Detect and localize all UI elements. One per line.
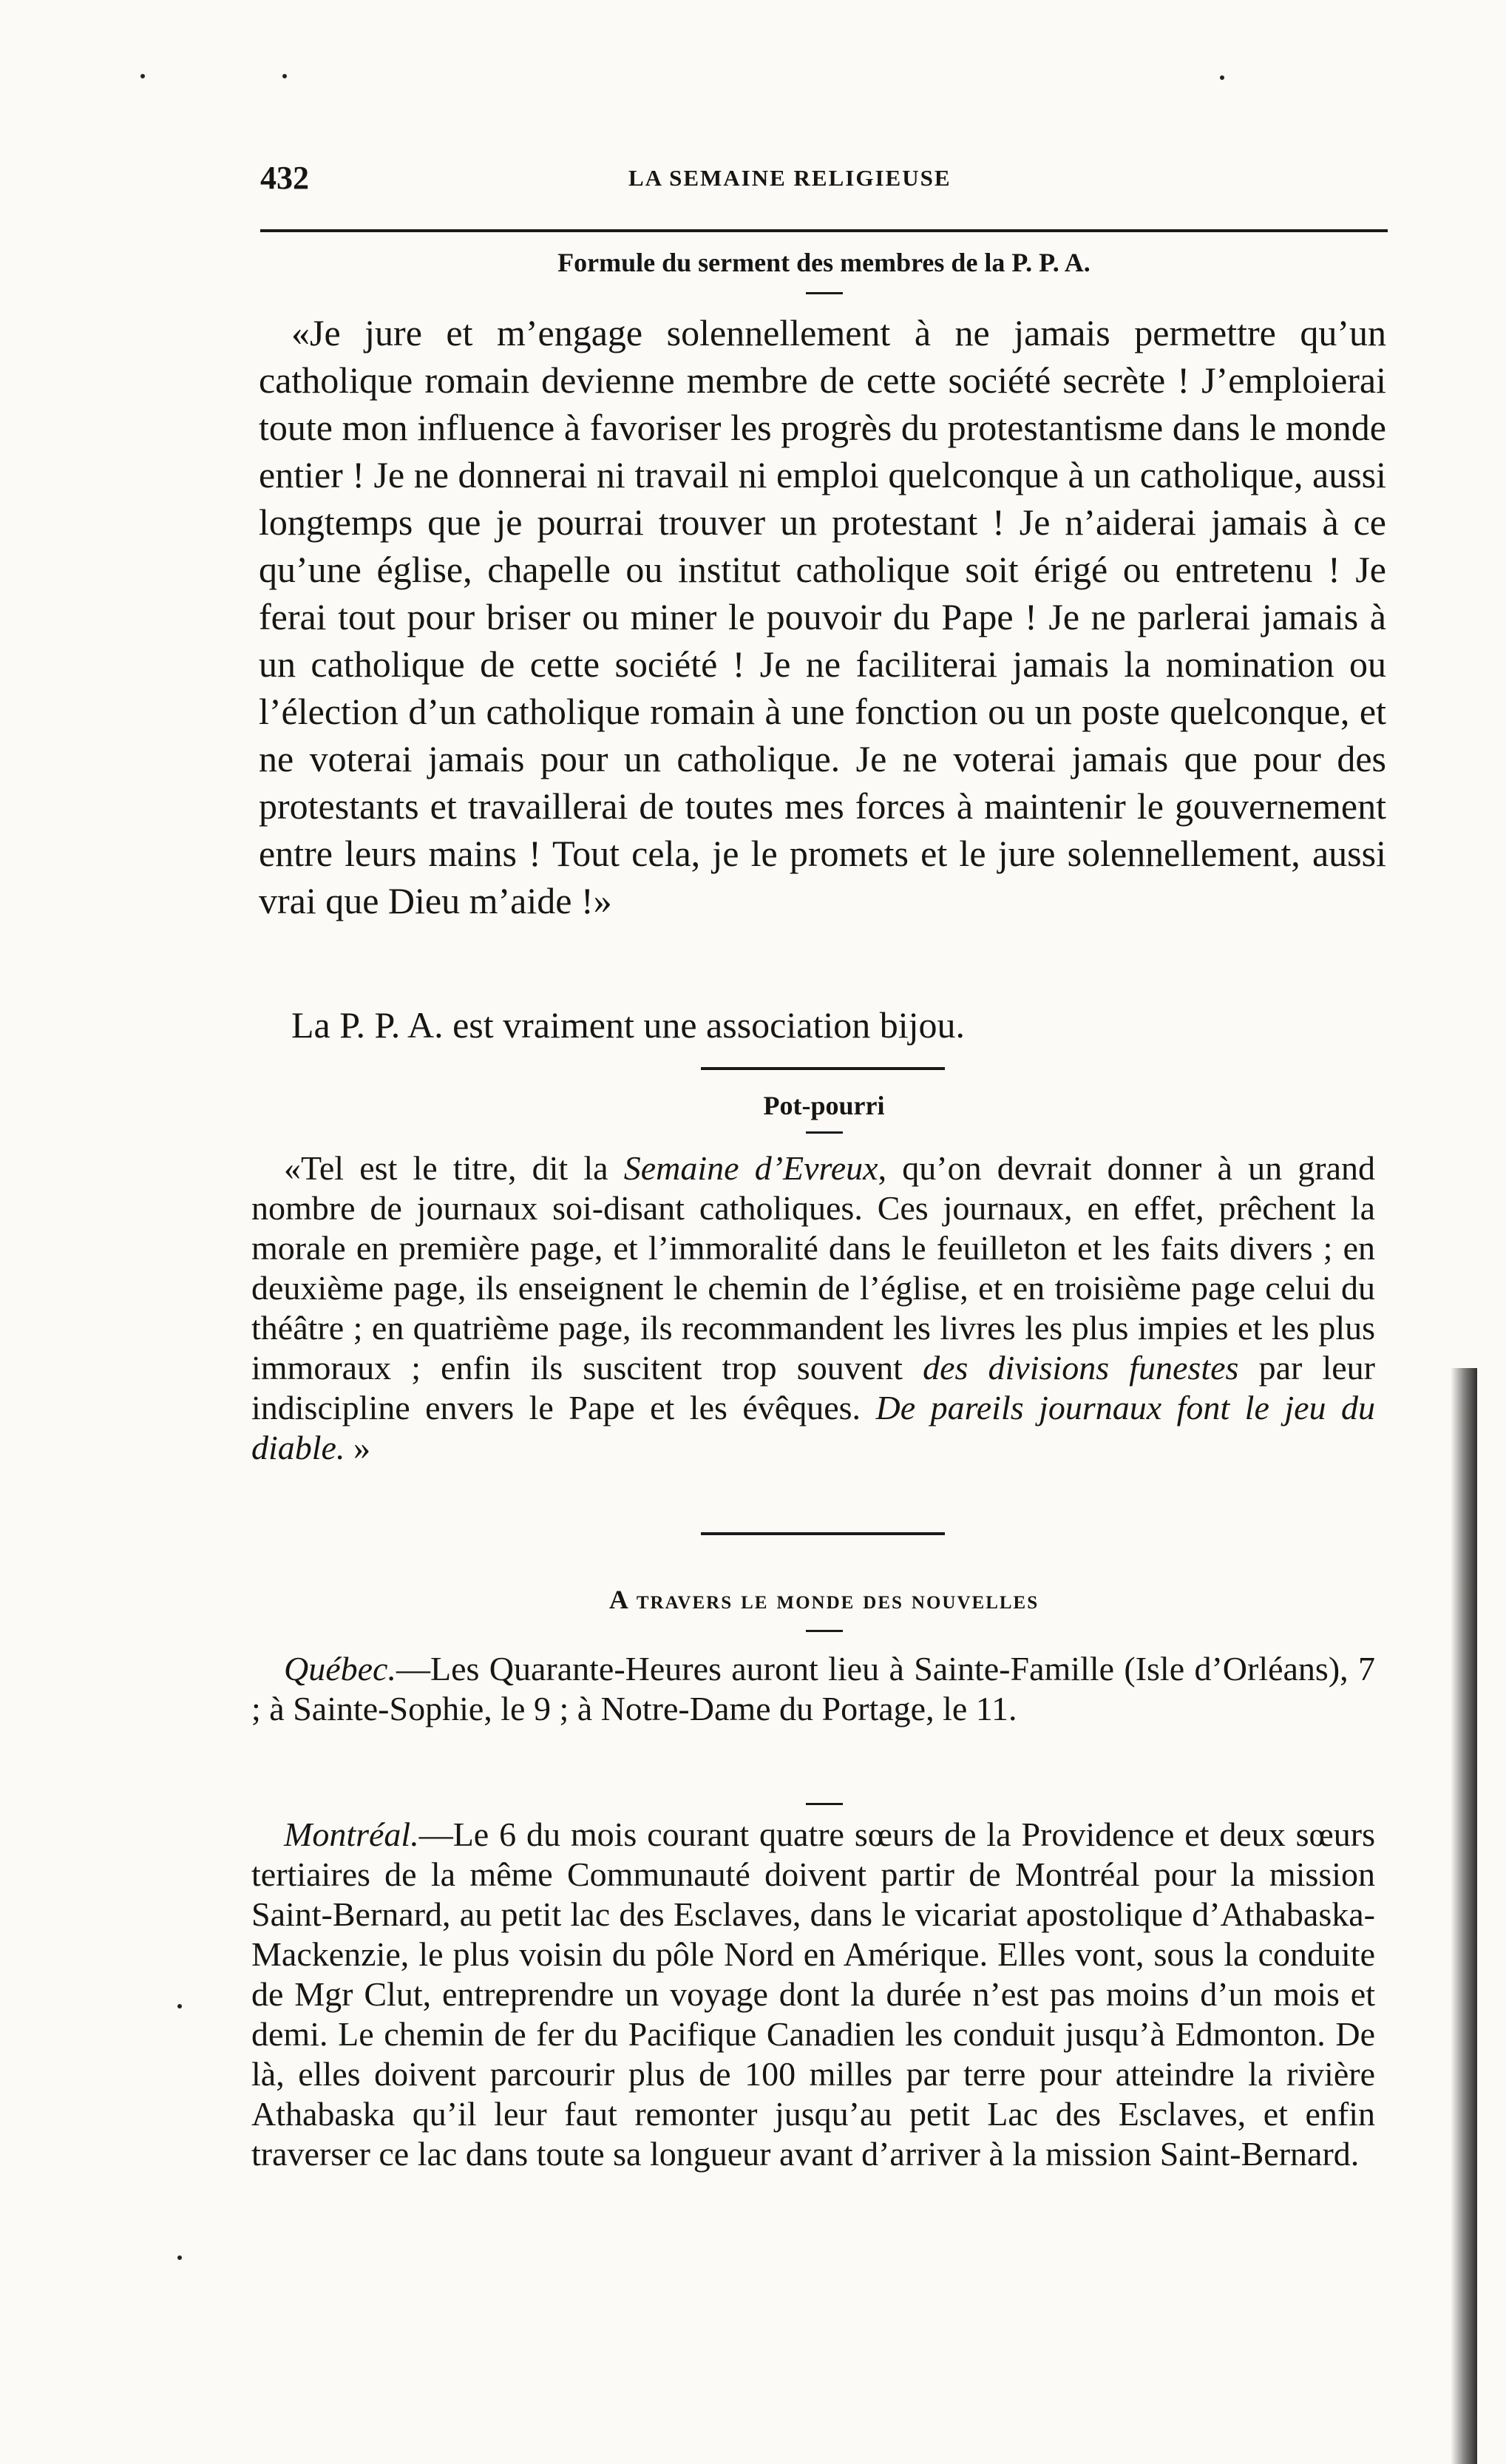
- oath-closing: La P. P. A. est vraiment une association bijou.: [291, 1004, 966, 1046]
- section-separator: [701, 1067, 945, 1070]
- news-item-text: —Le 6 du mois courant quatre sœurs de la Providence et deux sœurs tertiaires de la même Communauté doivent partir de Montréal pour la mission Saint-Bernard, au petit lac des Esclaves, dans le vicariat apostolique d’Athabaska-Mackenzie, le plus voisin du pôle Nord en Amérique. Elles vont, sous la conduite de Mgr Clut, entreprendre un voyage dont la durée n’est pas moins d’un mois et demi. Le chemin de fer du Pacifique Canadien les conduit jusqu’à Edmonton. De là, elles doivent parcourir plus de 100 milles par terre pour atteindre la rivière Athabaska qu’il leur faut remonter jusqu’au petit Lac des Esclaves, et enfin traverser ce lac dans toute sa longueur avant d’arriver à la mission Saint-Bernard.: [251, 1815, 1375, 2173]
- potpourri-heading: Pot-pourri: [763, 1091, 885, 1120]
- potpourri-end: »: [345, 1429, 370, 1466]
- oath-paragraph: «Je jure et m’engage solennellement à ne jamais permettre qu’un catholique romain devienne membre de cette société secrète ! J’emploierai toute mon influence à favoriser les progrès du protestantisme dans le monde entier ! Je ne donnerai ni travail ni emploi quelconque à un catholique, aussi longtemps que je pourrai trouver un protestant ! Je n’aiderai jamais à ce qu’une église, chapelle ou institut catholique soit érigé ou entretenu ! Je ferai tout pour briser ou miner le pouvoir du Pape ! Je ne parlerai jamais à un catholique de cette société ! Je ne faciliterai jamais la nomination ou l’élection d’un catholique romain à une fonction ou un poste quelconque, et ne voterai jamais pour un catholique. Je ne voterai jamais que pour des protestants et travaillerai de toutes mes forces à maintenir le gouvernement entre leurs mains ! Tout cela, je le promets et le jure solennellement, aussi vrai que Dieu m’aide !»: [259, 312, 1386, 921]
- news-place: Québec.: [284, 1650, 396, 1688]
- oath-heading: Formule du serment des membres de la P. P. A.: [557, 248, 1091, 277]
- heading-dash: [806, 1131, 843, 1134]
- potpourri-text: [251, 1148, 1375, 1468]
- scan-speck: [177, 2255, 182, 2260]
- news-item-quebec: [251, 1649, 1375, 1729]
- section-separator: [701, 1532, 945, 1535]
- heading-dash: [806, 292, 843, 294]
- scan-shadow: [1451, 1368, 1477, 2464]
- news-item-text: —Les Quarante-Heures auront lieu à Sainte-Famille (Isle d’Orléans), 7 ; à Sainte-Sophie, le 9 ; à Notre-Dame du Portage, le 11.: [251, 1650, 1375, 1727]
- scan-speck: [282, 74, 287, 78]
- item-dash: [806, 1803, 843, 1805]
- page-number: 432: [260, 160, 309, 196]
- potpourri-text-part: par leur indiscipline envers le Pape et les évêques.: [251, 1349, 1375, 1426]
- scan-speck: [177, 2004, 182, 2008]
- running-header: [260, 159, 1384, 203]
- news-place: Montréal.: [284, 1815, 419, 1853]
- news-quebec: [251, 1649, 1375, 1729]
- news-item-montreal: [251, 1815, 1375, 2174]
- scan-speck: [1220, 75, 1224, 80]
- oath-text: [259, 309, 1386, 924]
- scan-speck: [140, 74, 145, 78]
- news-montreal: [251, 1815, 1375, 2174]
- potpourri-conclusion: De pareils journaux font le jeu du diable.: [251, 1389, 1375, 1466]
- oath-closing-block: [259, 1001, 1386, 1049]
- news-heading: A travers le monde des nouvelles: [608, 1585, 1039, 1614]
- journal-title: LA SEMAINE RELIGIEUSE: [628, 165, 952, 191]
- potpourri-text-part: «Tel est le titre, dit la: [284, 1149, 624, 1187]
- heading-dash: [806, 1630, 843, 1632]
- potpourri-paragraph: [251, 1148, 1375, 1468]
- potpourri-emphasis: des divisions funestes: [923, 1349, 1239, 1387]
- potpourri-text-part: , qu’on devrait donner à un grand nombre de journaux soi-disant catholiques. Ces journaux, en effet, prêchent la morale en première page, et l’immoralité dans le feuilleton et les faits divers ; en deuxième page, ils enseignent le chemin de l’église, et en troisième page celui du théâtre ; en quatrième page, ils recommandent les livres les plus impies et les plus immoraux ; enfin ils suscitent trop souvent: [251, 1149, 1376, 1387]
- header-rule: [260, 229, 1388, 232]
- potpourri-source: Semaine d’Evreux: [623, 1149, 878, 1187]
